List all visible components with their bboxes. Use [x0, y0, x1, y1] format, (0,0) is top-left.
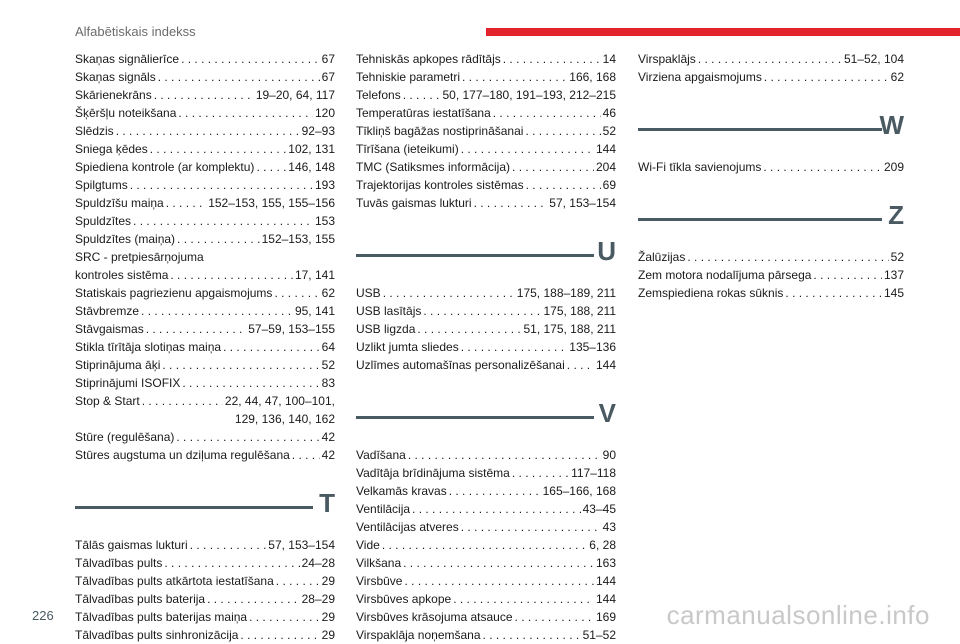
index-entry-pages: 193 [314, 178, 335, 192]
index-entry-pages: 67 [321, 52, 335, 66]
index-entry [75, 194, 335, 212]
dot-leader [763, 158, 882, 176]
index-entry [356, 446, 616, 464]
dot-leader [130, 176, 313, 194]
index-entry-pages: 28–29 [301, 592, 335, 606]
index-entry-term: Skaņas signālierīce [75, 52, 180, 66]
dot-leader [142, 392, 223, 410]
index-entry-pages: 166, 168 [569, 70, 616, 84]
index-entry [356, 68, 616, 86]
index-entry-term: Tālvadības pults sinhronizācija [75, 628, 239, 642]
index-entry-term: Vadītāja brīdinājuma sistēma [356, 466, 510, 480]
index-entry [75, 122, 335, 140]
index-entry [75, 428, 335, 446]
section-spacer [638, 176, 904, 190]
index-entry-pages: 50, 177–180, 191–193, 212–215 [442, 88, 616, 102]
index-entry-pages: 152–153, 155 [261, 232, 335, 246]
index-entry [356, 284, 616, 302]
index-entry-pages: 22, 44, 47, 100–101, [224, 394, 335, 408]
dot-leader [461, 140, 594, 158]
index-entry-pages: 29 [321, 610, 335, 624]
index-entry-pages: 144 [595, 592, 616, 606]
dot-leader [526, 176, 601, 194]
index-entry-term: USB lasītājs [356, 304, 422, 318]
dot-leader [133, 212, 313, 230]
dot-leader [461, 338, 568, 356]
index-entry [75, 356, 335, 374]
index-entry-pages: 62 [321, 286, 335, 300]
index-entry-pages: 57–59, 153–155 [248, 322, 335, 336]
dot-leader [567, 356, 594, 374]
dot-leader [178, 104, 313, 122]
index-entry-pages: 57, 153–154 [549, 196, 616, 210]
dot-leader [182, 374, 319, 392]
index-entry [75, 104, 335, 122]
index-entry-pages: 163 [595, 556, 616, 570]
index-entry [356, 536, 616, 554]
index-entry [75, 626, 335, 644]
index-entry-term: Virspaklāja noņemšana [356, 628, 481, 642]
index-entry-term: Tīkliņš bagāžas nostiprināšanai [356, 124, 524, 138]
index-entry [75, 176, 335, 194]
index-entry-term: USB [356, 286, 381, 300]
index-entry-term: Virziena apgaismojums [638, 70, 762, 84]
section-spacer [356, 212, 616, 226]
dot-leader [813, 266, 882, 284]
index-entry [356, 158, 616, 176]
dot-leader [256, 158, 286, 176]
index-entry [356, 518, 616, 536]
index-entry-term: Žalūzijas [638, 250, 686, 264]
index-entry [356, 86, 616, 104]
index-entry-pages: 67 [321, 70, 335, 84]
index-entry [75, 320, 335, 338]
index-entry-term: Tuvās gaismas lukturi [356, 196, 472, 210]
dot-leader [164, 554, 299, 572]
index-entry-pages: 51, 175, 188, 211 [523, 322, 616, 336]
section-divider-rule [638, 128, 882, 131]
index-entry-pages: 14 [602, 52, 616, 66]
dot-leader [292, 446, 320, 464]
index-entry-term: Skārienekrāns [75, 88, 152, 102]
section-letter: T [319, 488, 335, 518]
index-entry [75, 230, 335, 248]
section-letter: U [597, 236, 616, 266]
index-entry-pages: 64 [321, 340, 335, 354]
index-entry [75, 140, 335, 158]
dot-leader [170, 266, 293, 284]
letter-section-header [75, 478, 335, 536]
index-entry-term: Stiprinājumi ISOFIX [75, 376, 181, 390]
index-entry [356, 500, 616, 518]
dot-leader [166, 194, 206, 212]
dot-leader [512, 464, 569, 482]
index-entry [356, 464, 616, 482]
section-divider-rule [638, 218, 882, 221]
index-entry-term: Tehniskie parametri [356, 70, 461, 84]
index-entry-term: Stūre (regulēšana) [75, 430, 175, 444]
index-entry-term: Vilkšana [356, 556, 402, 570]
index-entry-term: Uzlikt jumta sliedes [356, 340, 459, 354]
index-entry [356, 50, 616, 68]
dot-leader [223, 338, 320, 356]
index-entry-term: Tālvadības pults baterijas maiņa [75, 610, 248, 624]
dot-leader [417, 320, 521, 338]
index-entry-term: Tālvadības pults atkārtota iestatīšana [75, 574, 274, 588]
dot-leader [154, 86, 254, 104]
dot-leader [687, 248, 888, 266]
index-entry-pages: 29 [321, 574, 335, 588]
index-entry-term: Virsbūves apkope [356, 592, 452, 606]
index-entry [75, 446, 335, 464]
index-entry-pages: 120 [314, 106, 335, 120]
index-entry [638, 50, 904, 68]
index-entry [638, 158, 904, 176]
dot-leader [404, 572, 593, 590]
index-entry-pages: 51–52 [582, 628, 616, 642]
dot-leader [698, 50, 842, 68]
index-entry-pages: 92–93 [301, 124, 335, 138]
index-entry-term: Tehniskās apkopes rādītājs [356, 52, 501, 66]
dot-leader [116, 122, 300, 140]
index-entry [638, 248, 904, 266]
index-entry [75, 284, 335, 302]
index-entry-pages: 117–118 [571, 466, 616, 480]
index-entry-pages: 145 [883, 286, 904, 300]
index-entry-term: Virsbūves krāsojuma atsauce [356, 610, 513, 624]
page-header-title: Alfabētiskais indekss [75, 24, 196, 39]
index-entry-pages: 146, 148 [288, 160, 335, 174]
index-entry [75, 554, 335, 572]
dot-leader [423, 302, 541, 320]
index-entry-pages: 175, 188, 211 [543, 304, 616, 318]
index-entry-pages: 42 [321, 448, 335, 462]
index-entry [356, 140, 616, 158]
index-entry-term: Spuldzītes [75, 214, 132, 228]
index-entry-term: Šķēršļu noteikšana [75, 106, 177, 120]
index-entry-term: Stāvbremze [75, 304, 140, 318]
index-entry-term: TMC (Satiksmes informācija) [356, 160, 511, 174]
dot-leader [515, 608, 594, 626]
index-entry-term: Telefons [356, 88, 401, 102]
index-entry-pages: 46 [602, 106, 616, 120]
index-entry-pages: 144 [595, 358, 616, 372]
index-entry-pages: 17, 141 [294, 268, 335, 282]
index-entry-pages: 43–45 [582, 502, 616, 516]
index-entry [75, 212, 335, 230]
index-entry-term: Statiskais pagriezienu apgaismojums [75, 286, 273, 300]
section-letter: V [598, 398, 616, 428]
index-entry-term: Uzlīmes automašīnas personalizēšanai [356, 358, 565, 372]
index-entry [75, 302, 335, 320]
index-entry [75, 68, 335, 86]
index-entry [75, 572, 335, 590]
index-entry-pages: 175, 188–189, 211 [516, 286, 616, 300]
index-entry-term: Spuldzītes (maiņa) [75, 232, 176, 246]
index-entry [75, 374, 335, 392]
letter-section-header [638, 100, 904, 158]
dot-leader [162, 356, 319, 374]
index-entry-pages: 69 [602, 178, 616, 192]
dot-leader [503, 50, 601, 68]
index-entry-pages: 51–52, 104 [843, 52, 904, 66]
dot-leader [150, 140, 287, 158]
index-entry-term: Vide [356, 538, 380, 552]
index-entry-term: Tālās gaismas lukturi [75, 538, 188, 552]
index-entry [356, 194, 616, 212]
index-entry-term: Stop & Start [75, 394, 140, 408]
index-entry-term: Spuldzīšu maiņa [75, 196, 164, 210]
index-entry-term: Temperatūras iestatīšana [356, 106, 491, 120]
index-entry [356, 572, 616, 590]
section-spacer [638, 86, 904, 100]
index-entry-pages: 153 [314, 214, 335, 228]
index-entry-term: Zem motora nodalījuma pārsega [638, 268, 812, 282]
index-entry [356, 302, 616, 320]
index-entry-continuation: 129, 136, 140, 162 [234, 412, 335, 426]
index-entry-term: Zemspiediena rokas sūknis [638, 286, 784, 300]
index-entry [638, 68, 904, 86]
index-entry-pages: 43 [602, 520, 616, 534]
index-entry [356, 482, 616, 500]
dot-leader [177, 230, 260, 248]
index-entry-pages: 6, 28 [589, 538, 616, 552]
index-entry-term: Tīrīšana (ieteikumi) [356, 142, 459, 156]
index-entry [75, 158, 335, 176]
index-entry-term: Virsbūve [356, 574, 403, 588]
index-entry-term: Ventilācijas atveres [356, 520, 459, 534]
index-entry [75, 86, 335, 104]
section-letter: W [879, 110, 904, 140]
dot-leader [474, 194, 548, 212]
index-entry-term: Wi-Fi tīkla savienojums [638, 160, 762, 174]
dot-leader [383, 284, 515, 302]
index-entry-pages: 24–28 [301, 556, 335, 570]
index-entry-term: Tālvadības pults [75, 556, 163, 570]
index-entry [75, 338, 335, 356]
index-column-3 [638, 50, 904, 302]
dot-leader [785, 284, 882, 302]
index-entry-term: Spiediena kontrole (ar komplektu) [75, 160, 255, 174]
dot-leader [525, 122, 600, 140]
dot-leader [403, 86, 441, 104]
index-entry-pages: 19–20, 64, 117 [255, 88, 335, 102]
dot-leader [412, 500, 581, 518]
section-divider-rule [356, 254, 594, 257]
index-entry-term: Spilgtums [75, 178, 128, 192]
index-entry-term: Vadīšana [356, 448, 406, 462]
index-entry-pages: 144 [595, 574, 616, 588]
dot-leader [274, 284, 319, 302]
index-entry-term: Ventilācija [356, 502, 411, 516]
watermark-text: carmanualsonline.info [666, 600, 930, 630]
index-column-2 [356, 50, 616, 644]
index-entry [356, 104, 616, 122]
letter-section-header [638, 190, 904, 248]
dot-leader [382, 536, 587, 554]
section-spacer [356, 374, 616, 388]
index-entry [356, 608, 616, 626]
dot-leader [403, 554, 594, 572]
index-entry [356, 338, 616, 356]
index-entry-term: Tālvadības pults baterija [75, 592, 206, 606]
index-entry-pages: 52 [321, 358, 335, 372]
page-number: 226 [32, 608, 54, 623]
index-entry-term: Stikla tīrītāja slotiņas maiņa [75, 340, 222, 354]
letter-section-header [356, 226, 616, 284]
index-entry [356, 176, 616, 194]
header-accent-bar [486, 28, 960, 36]
index-entry-term: Sniega ķēdes [75, 142, 148, 156]
index-entry [638, 266, 904, 284]
index-entry-term: Stūres augstuma un dziļuma regulēšana [75, 448, 290, 462]
index-entry-pages: 29 [321, 628, 335, 642]
dot-leader [240, 626, 319, 644]
index-entry-term: USB ligzda [356, 322, 416, 336]
index-entry [75, 590, 335, 608]
dot-leader [249, 608, 320, 626]
index-entry [75, 608, 335, 626]
dot-leader [276, 572, 320, 590]
section-divider-rule [75, 506, 313, 509]
index-entry-pages: 165–166, 168 [542, 484, 616, 498]
index-entry-pages: 62 [890, 70, 904, 84]
index-entry-pages: 135–136 [569, 340, 616, 354]
dot-leader [190, 536, 267, 554]
index-entry [356, 590, 616, 608]
index-entry [75, 392, 335, 410]
index-entry-pages: 90 [602, 448, 616, 462]
index-entry-continuation: SRC - pretpiesārņojuma [75, 250, 204, 264]
section-divider-rule [356, 416, 594, 419]
index-entry-pages: 83 [321, 376, 335, 390]
dot-leader [207, 590, 300, 608]
index-entry-term: Stāvgaismas [75, 322, 144, 336]
dot-leader [449, 482, 541, 500]
dot-leader [453, 590, 594, 608]
index-entry-pages: 152–153, 155, 155–156 [208, 196, 335, 210]
dot-leader [141, 302, 293, 320]
index-entry-pages: 52 [602, 124, 616, 138]
index-entry-term: Slēdzis [75, 124, 114, 138]
index-entry-pages: 169 [595, 610, 616, 624]
index-entry-term: Trajektorijas kontroles sistēmas [356, 178, 524, 192]
index-entry [356, 626, 616, 644]
index-entry-pages: 52 [890, 250, 904, 264]
index-entry-term: kontroles sistēma [75, 268, 169, 282]
index-entry-pages: 57, 153–154 [268, 538, 335, 552]
letter-section-header [356, 388, 616, 446]
index-entry [75, 536, 335, 554]
index-entry-term: Skaņas signāls [75, 70, 156, 84]
index-entry-pages: 95, 141 [294, 304, 335, 318]
index-entry [75, 50, 335, 68]
dot-leader [461, 518, 601, 536]
index-entry-pages: 137 [883, 268, 904, 282]
index-entry [356, 356, 616, 374]
index-entry [356, 320, 616, 338]
index-entry [356, 554, 616, 572]
index-entry [75, 266, 335, 284]
dot-leader [158, 68, 320, 86]
section-spacer [75, 464, 335, 478]
dot-leader [146, 320, 247, 338]
index-entry-term: Stiprinājuma āķi [75, 358, 161, 372]
index-entry-pages: 42 [321, 430, 335, 444]
dot-leader [408, 446, 601, 464]
index-entry-pages: 204 [595, 160, 616, 174]
dot-leader [462, 68, 567, 86]
index-entry [638, 284, 904, 302]
dot-leader [493, 104, 601, 122]
index-entry-term: Velkamās kravas [356, 484, 447, 498]
index-entry-pages: 144 [595, 142, 616, 156]
section-letter: Z [888, 200, 904, 230]
index-entry-term: Virspaklājs [638, 52, 696, 66]
index-entry-pages: 209 [883, 160, 904, 174]
index-entry [356, 122, 616, 140]
dot-leader [512, 158, 594, 176]
index-column-1 [75, 50, 335, 644]
index-entry-pages: 102, 131 [288, 142, 335, 156]
dot-leader [483, 626, 581, 644]
dot-leader [764, 68, 889, 86]
dot-leader [176, 428, 319, 446]
dot-leader [181, 50, 320, 68]
